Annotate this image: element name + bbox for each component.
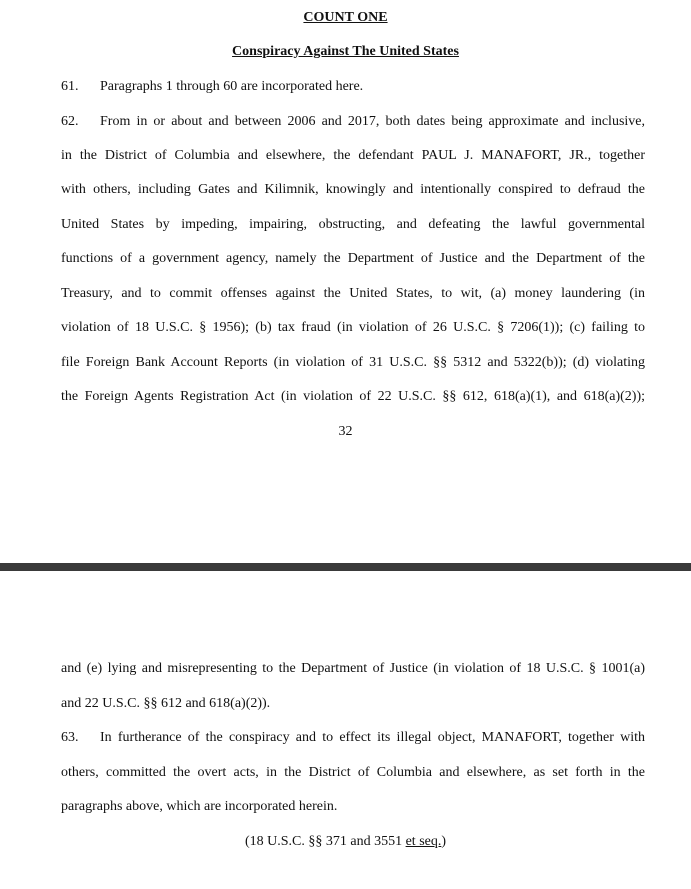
paragraph-number: 61. (61, 79, 79, 94)
citation-et-seq: et seq. (405, 834, 442, 849)
paragraph-63-line: others, committed the overt acts, in the District of Columbia and elsewhere, as set forth in the (61, 765, 645, 780)
citation-prefix: (18 U.S.C. §§ 371 and 3551 (244, 834, 406, 849)
paragraph-61 (61, 78, 645, 96)
paragraph-62-line: the Foreign Agents Registration Act (in violation of 22 U.S.C. §§ 612, 618(a)(1), and 618(a)(2)); (61, 389, 645, 404)
paragraph-text: Paragraphs 1 through 60 are incorporated here. (100, 79, 364, 94)
paragraph-62-line: with others, including Gates and Kilimnik, knowingly and intentionally conspired to defraud the (61, 182, 645, 197)
paragraph-62-line: file Foreign Bank Account Reports (in violation of 31 U.S.C. §§ 5312 and 5322(b)); (d) violating (61, 355, 645, 370)
paragraph-62-line: Treasury, and to commit offenses against the United States, to wit, (a) money laundering (in (61, 286, 645, 301)
paragraph-text: In furtherance of the conspiracy and to effect its illegal object, MANAFORT, together with (100, 730, 645, 745)
page-divider (0, 563, 691, 571)
paragraph-62-line: functions of a government agency, namely the Department of Justice and the Department of the (61, 251, 645, 266)
paragraph-62-line: United States by impeding, impairing, obstructing, and defeating the lawful governmental (61, 217, 645, 232)
citation-suffix: ) (441, 834, 447, 849)
document-page-33 (0, 571, 691, 889)
page-number: 32 (338, 424, 353, 439)
count-title: Conspiracy Against The United States (232, 44, 459, 59)
paragraph-62-line: in the District of Columbia and elsewhere, the defendant PAUL J. MANAFORT, JR., together (61, 148, 645, 163)
paragraph-number: 63. (61, 730, 79, 745)
paragraph-63-line: paragraphs above, which are incorporated herein. (61, 799, 338, 814)
count-heading: COUNT ONE (303, 10, 388, 25)
paragraph-number: 62. (61, 114, 79, 129)
paragraph-63-first-line (61, 729, 645, 747)
paragraph-text: From in or about and between 2006 and 2017, both dates being approximate and inclusive, (100, 114, 645, 129)
statute-citation (0, 833, 691, 851)
continuation-line: and (e) lying and misrepresenting to the Department of Justice (in violation of 18 U.S.C. § 1001(a) (61, 661, 645, 676)
paragraph-62-first-line (61, 113, 645, 131)
continuation-line: and 22 U.S.C. §§ 612 and 618(a)(2)). (61, 696, 271, 711)
paragraph-62-line: violation of 18 U.S.C. § 1956); (b) tax fraud (in violation of 26 U.S.C. § 7206(1)); (c) failing to (61, 320, 645, 335)
